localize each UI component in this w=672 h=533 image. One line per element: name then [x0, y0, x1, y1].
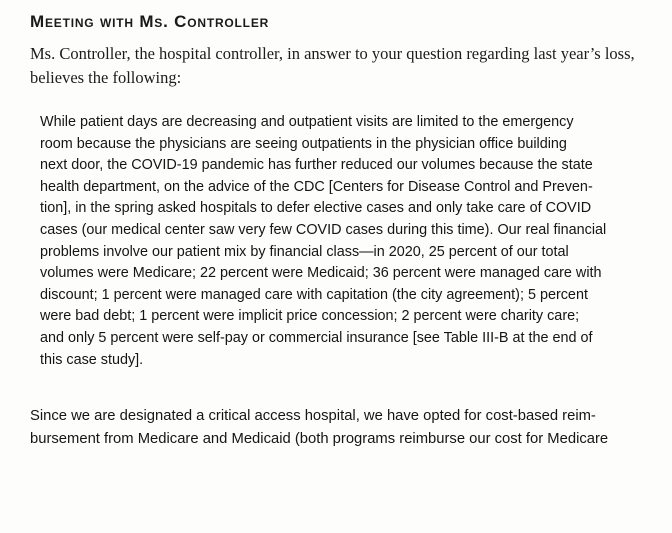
quote-line: discount; 1 percent were managed care with capitation (the city agreement); 5 percent — [40, 286, 588, 303]
quote-line: next door, the COVID-19 pandemic has further reduced our volumes because the state — [40, 157, 593, 174]
body-paragraph — [30, 405, 640, 451]
quote-line: While patient days are decreasing and outpatient visits are limited to the emergency — [40, 114, 574, 130]
quote-line: cases (our medical center saw very few COVID cases during this time). Our real financial — [40, 221, 607, 238]
quote-line: volumes were Medicare; 22 percent were Medicaid; 36 percent were managed care with — [40, 265, 602, 282]
body-line: bursement from Medicare and Medicaid (both programs reimburse our cost for Medicare — [30, 431, 609, 447]
intro-line: Ms. Controller, the hospital controller, in answer to your question regarding last year’s loss, — [30, 44, 635, 63]
quote-line: health department, on the advice of the CDC [Centers for Disease Control and Preven- — [40, 178, 593, 195]
quote-line: room because the physicians are seeing outpatients in the physician office building — [40, 135, 567, 152]
quote-line: this case study]. — [40, 351, 144, 368]
body-line: Since we are designated a critical access hospital, we have opted for cost-based reim- — [30, 408, 596, 424]
quote-line: and only 5 percent were self-pay or commercial insurance [see Table III-B at the end of — [40, 329, 593, 346]
quote-line: tion], in the spring asked hospitals to defer elective cases and only take care of COVID — [40, 200, 592, 217]
quote-line: were bad debt; 1 percent were implicit price concession; 2 percent were charity care; — [40, 308, 580, 325]
section-heading: Meeting with Ms. Controller — [30, 12, 270, 31]
intro-paragraph — [30, 42, 655, 90]
intro-line: believes the following: — [30, 68, 182, 87]
controller-quote-block — [40, 112, 640, 371]
quote-line: problems involve our patient mix by financial class—in 2020, 25 percent of our total — [40, 243, 569, 260]
